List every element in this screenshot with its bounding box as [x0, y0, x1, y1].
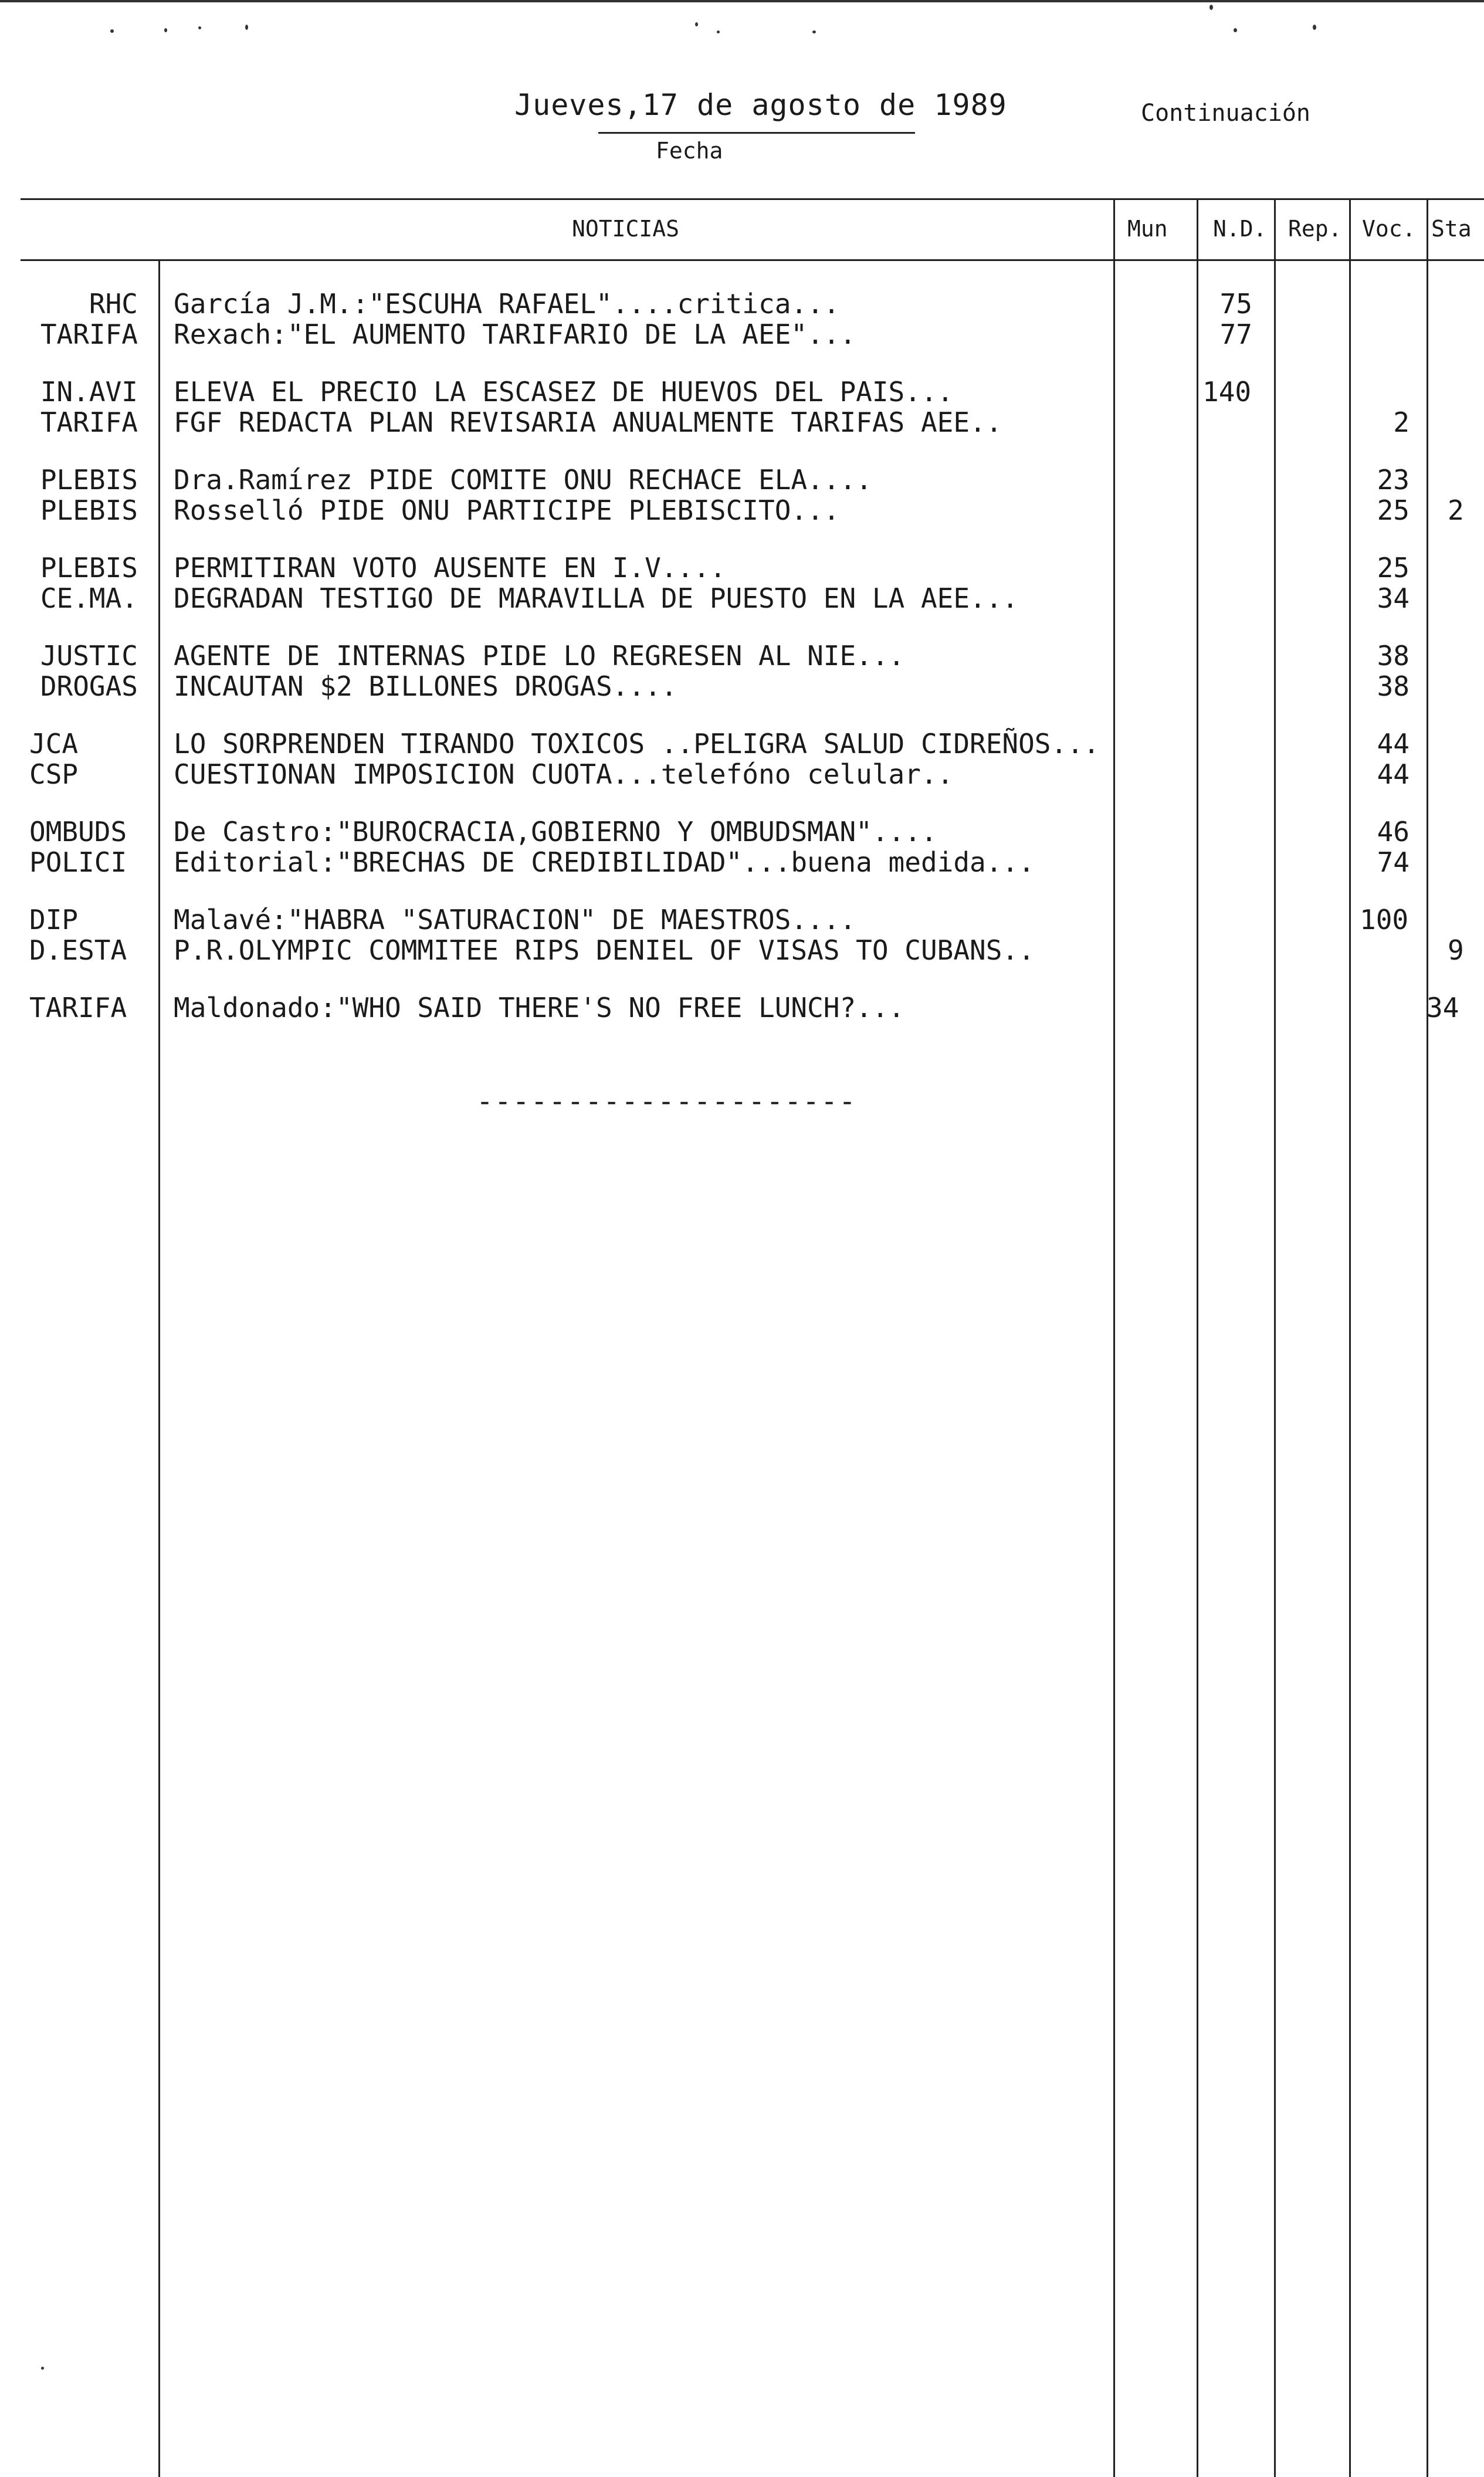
- table-row: [0, 553, 1484, 583]
- column-divider-rep: [1274, 198, 1276, 2477]
- date-label: Fecha: [656, 138, 723, 164]
- voc-page: 23: [1377, 464, 1410, 496]
- table-row: [0, 407, 1484, 438]
- scan-speck: [198, 26, 201, 29]
- column-divider-voc: [1349, 198, 1351, 2477]
- news-headline: De Castro:"BUROCRACIA,GOBIERNO Y OMBUDSMAN"....: [174, 816, 937, 848]
- section-code: DROGAS: [40, 670, 138, 702]
- table-row: [0, 904, 1484, 935]
- table-row: [0, 377, 1484, 407]
- news-headline: DEGRADAN TESTIGO DE MARAVILLA DE PUESTO EN LA AEE...: [174, 582, 1019, 614]
- scan-speck: [1234, 28, 1237, 32]
- news-headline: García J.M.:"ESCUHA RAFAEL"....critica...: [174, 288, 840, 320]
- scan-speck: [41, 2367, 44, 2370]
- news-headline: Malavé:"HABRA "SATURACION" DE MAESTROS....: [174, 904, 856, 936]
- news-headline: Editorial:"BRECHAS DE CREDIBILIDAD"...buena medida...: [174, 846, 1035, 878]
- voc-page: 100: [1360, 904, 1409, 936]
- column-divider-mun: [1113, 198, 1115, 2477]
- column-header-voc: Voc.: [1362, 216, 1416, 242]
- section-code: DIP: [29, 904, 79, 936]
- section-code: PLEBIS: [40, 464, 138, 496]
- table-row: [0, 728, 1484, 759]
- section-code: JUSTIC: [40, 640, 138, 672]
- nd-page: 77: [1219, 318, 1252, 350]
- nd-page: 75: [1219, 288, 1252, 320]
- voc-page: 25: [1377, 552, 1410, 584]
- section-code: IN.AVI: [40, 376, 138, 408]
- news-headline: INCAUTAN $2 BILLONES DROGAS....: [174, 670, 677, 702]
- section-code: RHC: [89, 288, 138, 320]
- news-headline: CUESTIONAN IMPOSICION CUOTA...telefóno celular..: [174, 758, 954, 790]
- voc-page: 2: [1393, 406, 1410, 438]
- top-border: [0, 0, 1484, 2]
- voc-page: 34: [1377, 582, 1410, 614]
- column-header-rep: Rep.: [1288, 216, 1342, 242]
- column-header-noticias: NOTICIAS: [572, 216, 680, 242]
- table-header-rule: [21, 259, 1484, 261]
- table-row: [0, 847, 1484, 877]
- voc-page: 46: [1377, 816, 1410, 848]
- section-code: POLICI: [29, 846, 127, 878]
- news-headline: AGENTE DE INTERNAS PIDE LO REGRESEN AL NIE...: [174, 640, 905, 672]
- section-code: PLEBIS: [40, 552, 138, 584]
- scan-speck: [245, 25, 248, 30]
- table-row: [0, 816, 1484, 847]
- table-top-rule: [21, 198, 1484, 200]
- column-header-nd: N.D.: [1213, 216, 1267, 242]
- section-code: TARIFA: [40, 318, 138, 350]
- news-headline: P.R.OLYMPIC COMMITEE RIPS DENIEL OF VISAS TO CUBANS..: [174, 934, 1035, 966]
- section-code: D.ESTA: [29, 934, 127, 966]
- table-row: [0, 289, 1484, 319]
- table-row: [0, 935, 1484, 965]
- table-row: [0, 992, 1484, 1023]
- column-header-mun: Mun: [1127, 216, 1168, 242]
- news-headline: ELEVA EL PRECIO LA ESCASEZ DE HUEVOS DEL PAIS...: [174, 376, 954, 408]
- section-code: TARIFA: [29, 992, 127, 1024]
- news-headline: Rosselló PIDE ONU PARTICIPE PLEBISCITO...: [174, 494, 840, 526]
- news-headline: Dra.Ramírez PIDE COMITE ONU RECHACE ELA....: [174, 464, 872, 496]
- section-code: JCA: [29, 728, 79, 760]
- scan-speck: [1313, 25, 1316, 30]
- sta-page: 34: [1427, 992, 1459, 1024]
- voc-page: 38: [1377, 670, 1410, 702]
- news-headline: LO SORPRENDEN TIRANDO TOXICOS ..PELIGRA SALUD CIDREÑOS...: [174, 728, 1100, 760]
- scan-speck: [164, 28, 167, 32]
- section-code: TARIFA: [40, 406, 138, 438]
- voc-page: 44: [1377, 758, 1410, 790]
- end-separator: ---------------------: [476, 1085, 857, 1118]
- sta-page: 9: [1448, 934, 1464, 966]
- scan-speck: [1209, 5, 1213, 10]
- section-code: CSP: [29, 758, 79, 790]
- section-code: OMBUDS: [29, 816, 127, 848]
- column-divider-nd: [1197, 198, 1198, 2477]
- scan-speck: [812, 31, 816, 33]
- news-headline: Maldonado:"WHO SAID THERE'S NO FREE LUNCH?...: [174, 992, 905, 1024]
- table-row: [0, 319, 1484, 350]
- scan-speck: [695, 22, 698, 26]
- scan-speck: [110, 29, 114, 33]
- voc-page: 25: [1377, 494, 1410, 526]
- news-headline: PERMITIRAN VOTO AUSENTE EN I.V....: [174, 552, 726, 584]
- column-header-sta: Sta: [1431, 216, 1472, 242]
- report-date: Jueves,17 de agosto de 1989: [514, 88, 1007, 122]
- section-code: CE.MA.: [40, 582, 138, 614]
- table-row: [0, 465, 1484, 495]
- news-headline: FGF REDACTA PLAN REVISARIA ANUALMENTE TARIFAS AEE..: [174, 406, 1002, 438]
- table-row: [0, 641, 1484, 671]
- table-row: [0, 759, 1484, 789]
- continuation-label: Continuación: [1141, 100, 1310, 127]
- date-underline: [598, 132, 915, 134]
- table-row: [0, 583, 1484, 614]
- table-row: [0, 495, 1484, 526]
- sta-page: 2: [1448, 494, 1464, 526]
- voc-page: 74: [1377, 846, 1410, 878]
- voc-page: 38: [1377, 640, 1410, 672]
- section-code: PLEBIS: [40, 494, 138, 526]
- voc-page: 44: [1377, 728, 1410, 760]
- table-row: [0, 671, 1484, 702]
- news-headline: Rexach:"EL AUMENTO TARIFARIO DE LA AEE"...: [174, 318, 856, 350]
- scan-speck: [717, 31, 720, 33]
- column-divider-sta: [1427, 198, 1428, 2477]
- nd-page: 140: [1202, 376, 1252, 408]
